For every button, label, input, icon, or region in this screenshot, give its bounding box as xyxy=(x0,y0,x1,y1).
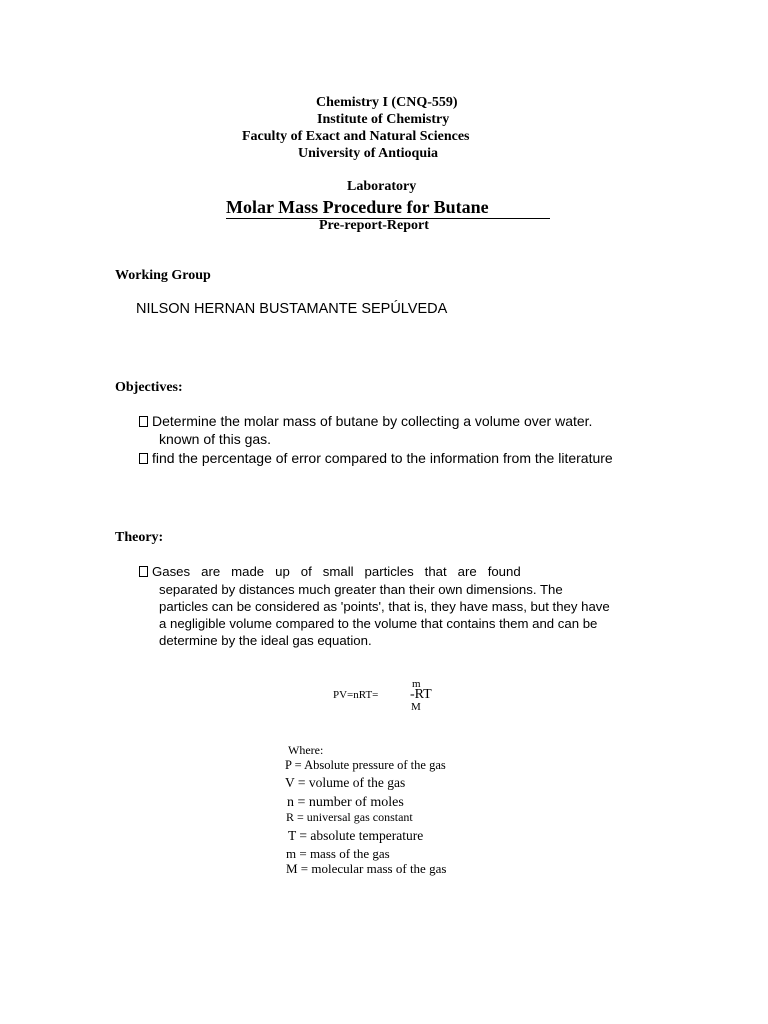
definition-pressure: P = Absolute pressure of the gas xyxy=(285,758,446,772)
definition-volume: V = volume of the gas xyxy=(285,775,406,790)
course-title: Chemistry I (CNQ-559) xyxy=(316,95,458,110)
objective-2-line-1: find the percentage of error compared to the information from the literature xyxy=(152,450,613,466)
bullet-icon xyxy=(139,453,148,464)
theory-line-3: particles can be considered as 'points', that is, they have mass, but they have xyxy=(159,599,610,614)
bullet-icon xyxy=(139,566,148,577)
equation-lhs: PV=nRT= xyxy=(333,689,379,701)
definition-temperature: T = absolute temperature xyxy=(288,828,424,843)
definitions-heading: Where: xyxy=(288,743,324,757)
objective-item-1 xyxy=(139,413,592,429)
definition-moles: n = number of moles xyxy=(287,795,404,810)
theory-line-4: a negligible volume compared to the volume that contains them and can be xyxy=(159,616,598,631)
objective-1-line-2: known of this gas. xyxy=(159,431,272,447)
objective-1-line-1: Determine the molar mass of butane by collecting a volume over water. xyxy=(152,413,593,429)
lab-label: Laboratory xyxy=(347,179,417,194)
lab-title-wrap xyxy=(226,197,550,219)
working-group-heading: Working Group xyxy=(115,268,211,283)
definition-mass: m = mass of the gas xyxy=(286,846,390,861)
objectives-heading: Objectives: xyxy=(115,380,183,395)
theory-line-2: separated by distances much greater than their own dimensions. The xyxy=(159,582,563,597)
objective-item-2 xyxy=(139,450,613,466)
lab-subtitle: Pre-report-Report xyxy=(319,218,429,233)
theory-line-5: determine by the ideal gas equation. xyxy=(159,633,372,648)
university-name: University of Antioquia xyxy=(298,146,439,161)
bullet-icon xyxy=(139,416,148,427)
theory-bullet xyxy=(139,564,521,579)
institute-name: Institute of Chemistry xyxy=(317,112,450,127)
theory-paragraph xyxy=(159,581,629,649)
definition-molecular-mass: M = molecular mass of the gas xyxy=(286,861,447,876)
faculty-name: Faculty of Exact and Natural Sciences xyxy=(242,129,470,144)
theory-heading: Theory: xyxy=(115,530,164,545)
definition-gas-constant: R = universal gas constant xyxy=(286,810,413,824)
equation-middle: -RT xyxy=(410,687,432,702)
working-group-members: NILSON HERNAN BUSTAMANTE SEPÚLVEDA xyxy=(136,301,448,317)
equation-denominator: M xyxy=(411,701,421,713)
lab-title: Molar Mass Procedure for Butane xyxy=(226,197,489,217)
theory-line-1: Gases are made up of small particles that are found xyxy=(152,564,521,579)
equation-numerator: m xyxy=(412,678,421,690)
